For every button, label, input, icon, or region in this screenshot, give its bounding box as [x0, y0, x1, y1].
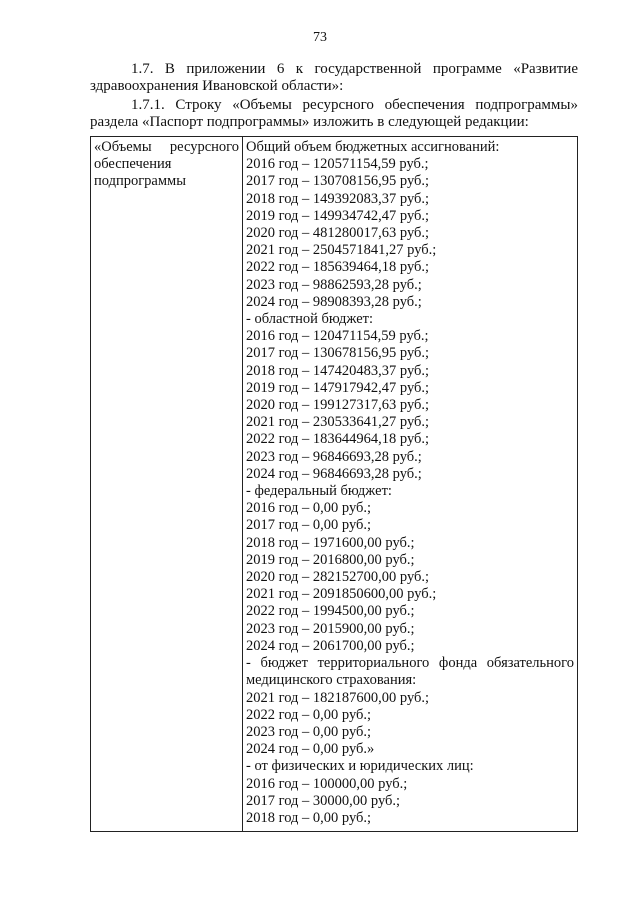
paragraph-1-7 — [90, 61, 578, 95]
list-item: 2022 год – 185639464,18 руб.; — [246, 259, 430, 276]
paragraph-1-7-1-line-2: раздела «Паспорт подпрограммы» изложить в следующей редакции: — [90, 114, 529, 130]
list-item: 2016 год – 120571154,59 руб.; — [246, 156, 429, 173]
list-item: - бюджет территориального фонда обязательного медицинского страхования: — [246, 655, 574, 689]
list-item: 2016 год – 0,00 руб.; — [246, 500, 372, 517]
paragraph-1-7-1 — [90, 97, 578, 131]
list-item: 2018 год – 149392083,37 руб.; — [246, 190, 430, 207]
list-item: 2022 год – 183644964,18 руб.; — [246, 431, 430, 448]
list-item: 2017 год – 30000,00 руб.; — [246, 792, 401, 809]
list-item: 2017 год – 0,00 руб.; — [246, 517, 372, 534]
list-item: 2021 год – 2091850600,00 руб.; — [246, 586, 437, 603]
list-item: 2023 год – 98862593,28 руб.; — [246, 276, 422, 293]
list-item: 2024 год – 0,00 руб.» — [246, 741, 375, 758]
list-item: 2018 год – 147420483,37 руб.; — [246, 362, 430, 379]
list-item: 2016 год – 120471154,59 руб.; — [246, 328, 429, 345]
list-item: 2016 год – 100000,00 руб.; — [246, 775, 408, 792]
list-item: 2024 год – 98908393,28 руб.; — [246, 293, 422, 310]
list-item: 2022 год – 0,00 руб.; — [246, 706, 372, 723]
list-item: 2023 год – 96846693,28 руб.; — [246, 448, 422, 465]
paragraph-1-7-line-2: здравоохранения Ивановской области»: — [90, 78, 344, 94]
resource-table — [90, 136, 578, 832]
label-line: «Объемы ресурсного — [94, 139, 239, 155]
label-line: подпрограммы — [94, 173, 186, 190]
label-line: обеспечения — [94, 156, 172, 173]
list-item: 2021 год – 2504571841,27 руб.; — [246, 242, 437, 259]
list-item: - от физических и юридических лиц: — [246, 758, 474, 775]
table-cell-values — [243, 137, 578, 832]
list-item: - областной бюджет: — [246, 311, 374, 328]
list-item: 2022 год – 1994500,00 руб.; — [246, 603, 415, 620]
list-item: 2019 год – 149934742,47 руб.; — [246, 207, 430, 224]
list-item: 2024 год – 2061700,00 руб.; — [246, 637, 415, 654]
list-item: 2019 год – 147917942,47 руб.; — [246, 379, 430, 396]
page-number: 73 — [313, 30, 327, 45]
list-item: 2018 год – 1971600,00 руб.; — [246, 534, 415, 551]
list-item: 2017 год – 130678156,95 руб.; — [246, 345, 430, 362]
paragraph-1-7-line-1: 1.7. В приложении 6 к государственной программе «Развитие — [131, 61, 578, 77]
list-item: 2018 год – 0,00 руб.; — [246, 809, 372, 826]
table-cell-label — [91, 137, 243, 832]
list-item: 2021 год – 182187600,00 руб.; — [246, 689, 430, 706]
list-item: 2024 год – 96846693,28 руб.; — [246, 465, 422, 482]
list-item: - федеральный бюджет: — [246, 483, 392, 500]
table-row — [91, 137, 578, 832]
list-item: 2023 год – 2015900,00 руб.; — [246, 620, 415, 637]
list-item: 2023 год – 0,00 руб.; — [246, 723, 372, 740]
list-item: 2017 год – 130708156,95 руб.; — [246, 173, 430, 190]
list-item: 2020 год – 199127317,63 руб.; — [246, 397, 430, 414]
paragraph-1-7-1-line-1: 1.7.1. Строку «Объемы ресурсного обеспечения подпрограммы» — [131, 97, 578, 113]
list-item: 2020 год – 282152700,00 руб.; — [246, 569, 430, 586]
list-item: 2021 год – 230533641,27 руб.; — [246, 414, 430, 431]
list-item: 2020 год – 481280017,63 руб.; — [246, 225, 430, 242]
list-item: Общий объем бюджетных ассигнований: — [246, 139, 500, 155]
list-item: 2019 год – 2016800,00 руб.; — [246, 551, 415, 568]
